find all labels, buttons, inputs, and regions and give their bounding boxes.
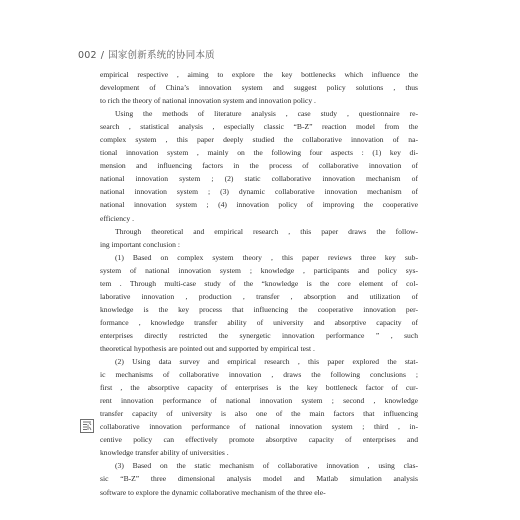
page-number: 002 <box>78 50 97 61</box>
english-abstract-body <box>100 68 418 499</box>
paragraph <box>100 107 418 224</box>
text-line: knowledge is the key process that influencing the cooperative innovation per- <box>100 304 418 314</box>
text-line: (2) Using data survey and empirical research , this paper explored the stat- <box>115 357 418 367</box>
text-line: formance , knowledge transfer ability of university and absorptive capacity of <box>100 317 418 327</box>
text-line: enterprises directly restricted the synergetic innovation performance ” , such <box>100 330 418 340</box>
text-line: complex system , this paper deeply studied the collaborative innovation of na- <box>100 135 418 145</box>
text-line: rent innovation performance of national innovation system ; second , knowledge <box>100 396 418 406</box>
header-separator: / <box>100 50 105 61</box>
text-line: sic “B-Z” three dimensional analysis model and Matlab simulation analysis <box>100 474 418 484</box>
text-line: first , the absorptive capacity of enterprises is the key bottleneck factor of cur- <box>100 383 418 393</box>
running-header <box>78 47 215 61</box>
book-title: 国家创新系统的协同本质 <box>108 50 215 61</box>
text-line: ic mechanisms of collaborative innovation , draws the following conclusions ; <box>100 370 418 380</box>
text-line: tem . Through multi-case study of the “knowledge is the core element of col- <box>100 278 418 288</box>
paragraph <box>100 459 418 498</box>
text-line: collaborative innovation performance of national innovation system ; third , in- <box>100 422 418 432</box>
paragraph <box>100 225 418 251</box>
text-line: Through theoretical and empirical research , this paper draws the follow- <box>115 226 418 236</box>
text-line: (1) Based on complex system theory , this paper reviews three key sub- <box>115 252 418 262</box>
text-line: efficiency . <box>100 213 135 223</box>
text-line: theoretical hypothesis are pointed out and supported by empirical test . <box>100 343 315 353</box>
text-line: (3) Based on the static mechanism of collaborative innovation , using clas- <box>115 461 418 471</box>
text-line: Using the methods of literature analysis , case study , questionnaire re- <box>115 109 418 119</box>
paragraph <box>100 68 418 107</box>
text-line: mension and influencing factors in the process of collaborative innovation of <box>100 161 418 171</box>
text-line: ing important conclusion : <box>100 239 180 249</box>
text-line: national innovation system ; (4) innovation policy of improving the cooperative <box>100 200 418 210</box>
text-line: to rich the theory of national innovation system and innovation policy . <box>100 96 316 106</box>
text-line: national innovation system ; (3) dynamic collaborative innovation mechanism of <box>100 187 418 197</box>
paragraph <box>100 355 418 459</box>
text-line: empirical respective , aiming to explore the key bottlenecks which influence the <box>100 70 418 79</box>
text-line: national innovation system ; (2) static collaborative innovation mechanism of <box>100 174 418 184</box>
text-line: knowledge transfer ability of universities . <box>100 448 229 458</box>
paragraph <box>100 251 418 355</box>
text-line: tional innovation system , mainly on the following four aspects : (1) key di- <box>100 148 418 158</box>
text-line: transfer capacity of university is also one of the main factors that influencing <box>100 409 418 419</box>
library-stamp-icon <box>80 419 94 433</box>
text-line: laborative innovation , production , transfer , absorption and utilization of <box>100 291 418 301</box>
text-line: system of national innovation system ; knowledge , participants and policy sys- <box>100 265 418 275</box>
text-line: search , statistical analysis , especially classic “B-Z” reaction model from the <box>100 122 418 132</box>
text-line: software to explore the dynamic collaborative mechanism of the three ele- <box>100 487 326 497</box>
text-line: development of China’s innovation system and suggest policy solutions , thus <box>100 83 418 93</box>
text-line: centive policy can effectively promote absorptive capacity of enterprises and <box>100 435 418 445</box>
